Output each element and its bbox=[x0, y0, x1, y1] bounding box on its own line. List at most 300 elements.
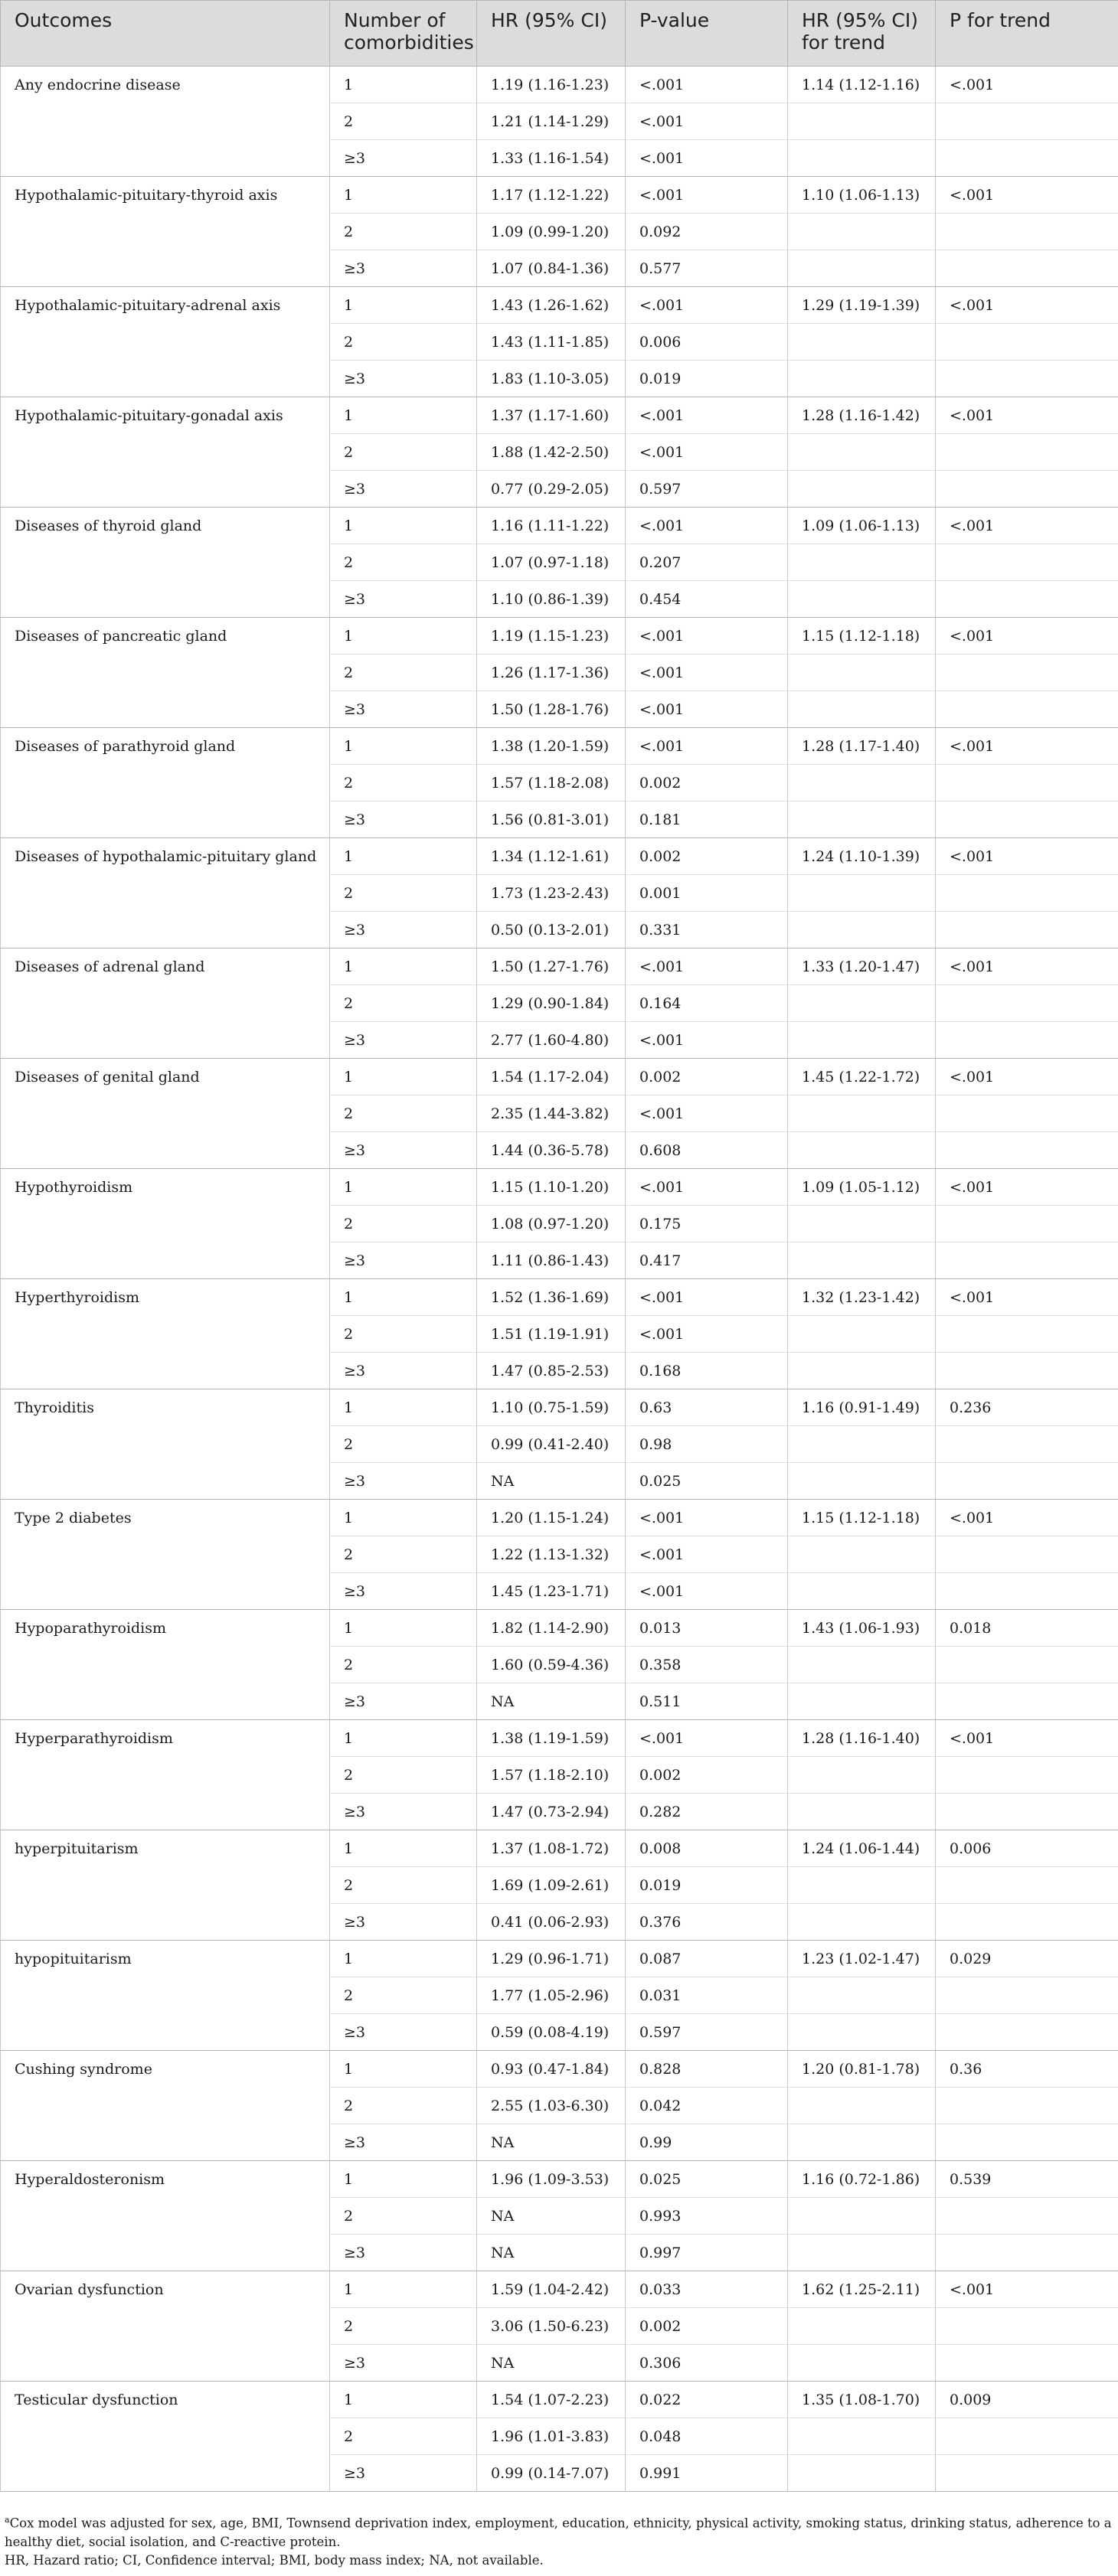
p-value-cell: 0.63 bbox=[626, 1389, 788, 1426]
comorbidity-count-cell: 1 bbox=[330, 2051, 477, 2088]
hr-trend-cell bbox=[788, 655, 936, 691]
p-trend-cell: <.001 bbox=[936, 1500, 1118, 1536]
p-value-cell: <.001 bbox=[626, 67, 788, 103]
comorbidity-count-cell: 2 bbox=[330, 1316, 477, 1353]
comorbidity-count-cell: ≥3 bbox=[330, 1794, 477, 1830]
p-value-cell: 0.031 bbox=[626, 1977, 788, 2014]
hr-ci-cell: 0.99 (0.14-7.07) bbox=[477, 2455, 626, 2492]
hr-ci-cell: 1.88 (1.42-2.50) bbox=[477, 434, 626, 471]
outcome-cell: Diseases of parathyroid gland bbox=[1, 728, 330, 838]
outcome-cell: Hyperparathyroidism bbox=[1, 1720, 330, 1830]
p-value-cell: <.001 bbox=[626, 103, 788, 140]
hr-ci-cell: 1.10 (0.86-1.39) bbox=[477, 581, 626, 618]
p-trend-cell: 0.539 bbox=[936, 2161, 1118, 2198]
table-row bbox=[1, 1279, 1118, 1316]
hr-trend-cell bbox=[788, 1022, 936, 1059]
comorbidity-count-cell: ≥3 bbox=[330, 140, 477, 177]
hr-trend-cell: 1.29 (1.19-1.39) bbox=[788, 287, 936, 324]
hr-ci-cell: 1.09 (0.99-1.20) bbox=[477, 214, 626, 250]
hr-trend-cell: 1.45 (1.22-1.72) bbox=[788, 1059, 936, 1095]
p-trend-cell bbox=[936, 103, 1118, 140]
p-trend-cell bbox=[936, 1242, 1118, 1279]
hr-trend-cell bbox=[788, 691, 936, 728]
hr-trend-cell: 1.16 (0.91-1.49) bbox=[788, 1389, 936, 1426]
hr-ci-cell: 1.56 (0.81-3.01) bbox=[477, 802, 626, 838]
hr-ci-cell: 1.29 (0.90-1.84) bbox=[477, 985, 626, 1022]
outcome-cell: Hypothalamic-pituitary-thyroid axis bbox=[1, 177, 330, 287]
comorbidity-count-cell: 2 bbox=[330, 765, 477, 802]
hr-ci-cell: 1.54 (1.07-2.23) bbox=[477, 2382, 626, 2418]
hr-trend-cell bbox=[788, 1132, 936, 1169]
hr-trend-cell bbox=[788, 1463, 936, 1500]
table-row bbox=[1, 1059, 1118, 1095]
comorbidity-count-cell: 2 bbox=[330, 1426, 477, 1463]
hr-ci-cell: 1.51 (1.19-1.91) bbox=[477, 1316, 626, 1353]
p-trend-cell bbox=[936, 250, 1118, 287]
hr-trend-cell bbox=[788, 361, 936, 397]
comorbidity-count-cell: ≥3 bbox=[330, 2455, 477, 2492]
hr-trend-cell: 1.16 (0.72-1.86) bbox=[788, 2161, 936, 2198]
hr-trend-cell bbox=[788, 581, 936, 618]
hr-trend-cell bbox=[788, 544, 936, 581]
hr-trend-cell bbox=[788, 1794, 936, 1830]
comorbidity-count-cell: 2 bbox=[330, 2418, 477, 2455]
hr-ci-cell: 1.15 (1.10-1.20) bbox=[477, 1169, 626, 1206]
p-value-cell: 0.358 bbox=[626, 1647, 788, 1683]
p-value-cell: 0.168 bbox=[626, 1353, 788, 1389]
table-row bbox=[1, 2051, 1118, 2088]
hr-trend-cell bbox=[788, 1095, 936, 1132]
hr-ci-cell: 1.26 (1.17-1.36) bbox=[477, 655, 626, 691]
p-value-cell: 0.597 bbox=[626, 2014, 788, 2051]
p-trend-cell bbox=[936, 1316, 1118, 1353]
p-trend-cell bbox=[936, 1867, 1118, 1904]
p-value-cell: <.001 bbox=[626, 1316, 788, 1353]
p-trend-cell bbox=[936, 140, 1118, 177]
comorbidity-count-cell: ≥3 bbox=[330, 2014, 477, 2051]
p-trend-cell bbox=[936, 1353, 1118, 1389]
comorbidity-count-cell: 1 bbox=[330, 618, 477, 655]
p-trend-cell: <.001 bbox=[936, 397, 1118, 434]
table-header bbox=[1, 1, 1118, 67]
hr-ci-cell: NA bbox=[477, 2124, 626, 2161]
table-row bbox=[1, 2161, 1118, 2198]
comorbidity-count-cell: 1 bbox=[330, 2161, 477, 2198]
table-row bbox=[1, 1941, 1118, 1977]
comorbidity-count-cell: 1 bbox=[330, 508, 477, 544]
comorbidity-count-cell: 2 bbox=[330, 1867, 477, 1904]
comorbidity-count-cell: 1 bbox=[330, 1059, 477, 1095]
comorbidity-count-cell: ≥3 bbox=[330, 1132, 477, 1169]
comorbidity-count-cell: 1 bbox=[330, 1941, 477, 1977]
header-outcomes: Outcomes bbox=[1, 1, 330, 67]
hr-ci-cell: 1.20 (1.15-1.24) bbox=[477, 1500, 626, 1536]
hr-ci-cell: 1.83 (1.10-3.05) bbox=[477, 361, 626, 397]
hr-trend-cell: 1.32 (1.23-1.42) bbox=[788, 1279, 936, 1316]
p-value-cell: 0.033 bbox=[626, 2271, 788, 2308]
table-row bbox=[1, 2271, 1118, 2308]
p-trend-cell bbox=[936, 1426, 1118, 1463]
p-value-cell: 0.087 bbox=[626, 1941, 788, 1977]
p-trend-cell bbox=[936, 1206, 1118, 1242]
p-value-cell: <.001 bbox=[626, 508, 788, 544]
hr-trend-cell: 1.15 (1.12-1.18) bbox=[788, 618, 936, 655]
hr-ci-cell: 1.54 (1.17-2.04) bbox=[477, 1059, 626, 1095]
p-value-cell: 0.042 bbox=[626, 2088, 788, 2124]
hr-ci-cell: 1.45 (1.23-1.71) bbox=[477, 1573, 626, 1610]
comorbidity-count-cell: 1 bbox=[330, 2271, 477, 2308]
comorbidity-count-cell: ≥3 bbox=[330, 1022, 477, 1059]
hr-trend-cell bbox=[788, 1977, 936, 2014]
hr-ci-cell: 1.57 (1.18-2.08) bbox=[477, 765, 626, 802]
p-trend-cell bbox=[936, 2124, 1118, 2161]
outcome-cell: Diseases of thyroid gland bbox=[1, 508, 330, 618]
hr-ci-cell: NA bbox=[477, 1683, 626, 1720]
hr-ci-cell: 1.77 (1.05-2.96) bbox=[477, 1977, 626, 2014]
hr-ci-cell: 0.59 (0.08-4.19) bbox=[477, 2014, 626, 2051]
hr-ci-cell: 1.29 (0.96-1.71) bbox=[477, 1941, 626, 1977]
outcome-cell: Hyperaldosteronism bbox=[1, 2161, 330, 2271]
comorbidity-count-cell: 2 bbox=[330, 544, 477, 581]
hr-ci-cell: 1.22 (1.13-1.32) bbox=[477, 1536, 626, 1573]
hr-ci-cell: 1.96 (1.09-3.53) bbox=[477, 2161, 626, 2198]
hr-trend-cell bbox=[788, 1426, 936, 1463]
p-value-cell: 0.006 bbox=[626, 324, 788, 361]
p-trend-cell: <.001 bbox=[936, 1279, 1118, 1316]
hr-trend-cell bbox=[788, 1536, 936, 1573]
outcome-cell: Any endocrine disease bbox=[1, 67, 330, 177]
hr-trend-cell bbox=[788, 1647, 936, 1683]
table-row bbox=[1, 1830, 1118, 1867]
table-row bbox=[1, 1389, 1118, 1426]
comorbidity-count-cell: 2 bbox=[330, 985, 477, 1022]
p-value-cell: <.001 bbox=[626, 434, 788, 471]
hr-trend-cell: 1.10 (1.06-1.13) bbox=[788, 177, 936, 214]
comorbidity-count-cell: 1 bbox=[330, 67, 477, 103]
hr-ci-cell: 1.96 (1.01-3.83) bbox=[477, 2418, 626, 2455]
footnote-adjustment bbox=[5, 2511, 1113, 2552]
hr-ci-cell: 1.21 (1.14-1.29) bbox=[477, 103, 626, 140]
p-trend-cell bbox=[936, 802, 1118, 838]
p-value-cell: 0.991 bbox=[626, 2455, 788, 2492]
p-trend-cell bbox=[936, 2455, 1118, 2492]
p-value-cell: <.001 bbox=[626, 1279, 788, 1316]
comorbidity-count-cell: 1 bbox=[330, 2382, 477, 2418]
hr-ci-cell: 0.50 (0.13-2.01) bbox=[477, 912, 626, 948]
comorbidity-count-cell: ≥3 bbox=[330, 2235, 477, 2271]
p-value-cell: 0.002 bbox=[626, 765, 788, 802]
outcome-cell: Hyperthyroidism bbox=[1, 1279, 330, 1389]
hr-ci-cell: 0.41 (0.06-2.93) bbox=[477, 1904, 626, 1941]
hr-ci-cell: 1.16 (1.11-1.22) bbox=[477, 508, 626, 544]
p-value-cell: 0.025 bbox=[626, 1463, 788, 1500]
hr-ci-cell: 1.17 (1.12-1.22) bbox=[477, 177, 626, 214]
table-footnotes bbox=[5, 2511, 1113, 2570]
p-value-cell: 0.002 bbox=[626, 2308, 788, 2345]
outcome-cell: Hypothyroidism bbox=[1, 1169, 330, 1279]
outcome-cell: hypopituitarism bbox=[1, 1941, 330, 2051]
hr-trend-cell bbox=[788, 2124, 936, 2161]
comorbidity-count-cell: 2 bbox=[330, 434, 477, 471]
p-value-cell: 0.022 bbox=[626, 2382, 788, 2418]
hr-trend-cell bbox=[788, 2235, 936, 2271]
hr-trend-cell: 1.24 (1.10-1.39) bbox=[788, 838, 936, 875]
p-trend-cell bbox=[936, 581, 1118, 618]
p-value-cell: <.001 bbox=[626, 728, 788, 765]
hr-ci-cell: 1.11 (0.86-1.43) bbox=[477, 1242, 626, 1279]
p-value-cell: 0.002 bbox=[626, 1059, 788, 1095]
p-value-cell: <.001 bbox=[626, 1536, 788, 1573]
p-value-cell: 0.98 bbox=[626, 1426, 788, 1463]
p-trend-cell bbox=[936, 324, 1118, 361]
outcome-cell: Hypoparathyroidism bbox=[1, 1610, 330, 1720]
p-value-cell: <.001 bbox=[626, 287, 788, 324]
p-trend-cell bbox=[936, 1536, 1118, 1573]
p-value-cell: <.001 bbox=[626, 1573, 788, 1610]
p-value-cell: <.001 bbox=[626, 177, 788, 214]
comorbidity-count-cell: 2 bbox=[330, 103, 477, 140]
comorbidity-count-cell: ≥3 bbox=[330, 1904, 477, 1941]
comorbidity-count-cell: 2 bbox=[330, 1647, 477, 1683]
p-value-cell: 0.048 bbox=[626, 2418, 788, 2455]
hr-trend-cell bbox=[788, 985, 936, 1022]
comorbidity-count-cell: ≥3 bbox=[330, 250, 477, 287]
comorbidity-count-cell: ≥3 bbox=[330, 912, 477, 948]
comorbidity-count-cell: ≥3 bbox=[330, 1353, 477, 1389]
p-trend-cell: <.001 bbox=[936, 1169, 1118, 1206]
p-value-cell: 0.002 bbox=[626, 1757, 788, 1794]
p-value-cell: 0.019 bbox=[626, 1867, 788, 1904]
p-trend-cell: <.001 bbox=[936, 618, 1118, 655]
hr-trend-cell bbox=[788, 214, 936, 250]
header-p-for-trend: P for trend bbox=[936, 1, 1118, 67]
p-trend-cell: <.001 bbox=[936, 728, 1118, 765]
outcome-cell: Diseases of genital gland bbox=[1, 1059, 330, 1169]
hr-trend-cell bbox=[788, 1206, 936, 1242]
hr-ci-cell: 1.19 (1.15-1.23) bbox=[477, 618, 626, 655]
p-trend-cell: <.001 bbox=[936, 287, 1118, 324]
p-trend-cell: <.001 bbox=[936, 1720, 1118, 1757]
p-value-cell: 0.008 bbox=[626, 1830, 788, 1867]
comorbidity-count-cell: ≥3 bbox=[330, 2345, 477, 2382]
outcome-cell: Ovarian dysfunction bbox=[1, 2271, 330, 2382]
hr-trend-cell bbox=[788, 324, 936, 361]
p-trend-cell bbox=[936, 1977, 1118, 2014]
hr-ci-cell: 0.93 (0.47-1.84) bbox=[477, 2051, 626, 2088]
p-value-cell: <.001 bbox=[626, 1095, 788, 1132]
comorbidity-count-cell: 1 bbox=[330, 1500, 477, 1536]
table-row bbox=[1, 948, 1118, 985]
hr-trend-cell: 1.28 (1.16-1.42) bbox=[788, 397, 936, 434]
hr-ci-cell: 1.50 (1.28-1.76) bbox=[477, 691, 626, 728]
outcome-cell: Type 2 diabetes bbox=[1, 1500, 330, 1610]
hr-ci-cell: 1.07 (0.84-1.36) bbox=[477, 250, 626, 287]
comorbidity-count-cell: ≥3 bbox=[330, 802, 477, 838]
hr-trend-cell bbox=[788, 875, 936, 912]
hr-trend-cell bbox=[788, 2014, 936, 2051]
p-trend-cell bbox=[936, 2308, 1118, 2345]
hr-trend-cell bbox=[788, 2198, 936, 2235]
header-hr-ci-trend: HR (95% CI) for trend bbox=[788, 1, 936, 67]
table-row bbox=[1, 2382, 1118, 2418]
hr-trend-cell: 1.28 (1.16-1.40) bbox=[788, 1720, 936, 1757]
hr-ci-cell: 1.50 (1.27-1.76) bbox=[477, 948, 626, 985]
p-value-cell: <.001 bbox=[626, 140, 788, 177]
hr-ci-cell: 1.10 (0.75-1.59) bbox=[477, 1389, 626, 1426]
outcome-cell: Thyroiditis bbox=[1, 1389, 330, 1500]
hr-ci-cell: 1.07 (0.97-1.18) bbox=[477, 544, 626, 581]
p-value-cell: <.001 bbox=[626, 1720, 788, 1757]
p-value-cell: <.001 bbox=[626, 397, 788, 434]
hr-ci-cell: 1.73 (1.23-2.43) bbox=[477, 875, 626, 912]
comorbidity-count-cell: 2 bbox=[330, 2308, 477, 2345]
comorbidity-count-cell: 2 bbox=[330, 655, 477, 691]
p-value-cell: 0.597 bbox=[626, 471, 788, 508]
p-trend-cell bbox=[936, 1683, 1118, 1720]
p-value-cell: 0.092 bbox=[626, 214, 788, 250]
p-trend-cell bbox=[936, 2088, 1118, 2124]
p-trend-cell bbox=[936, 1573, 1118, 1610]
p-value-cell: 0.376 bbox=[626, 1904, 788, 1941]
hr-ci-cell: 1.43 (1.11-1.85) bbox=[477, 324, 626, 361]
footnote-abbreviations: HR, Hazard ratio; CI, Confidence interval; BMI, body mass index; NA, not available. bbox=[5, 2552, 544, 2568]
p-trend-cell: 0.36 bbox=[936, 2051, 1118, 2088]
comorbidity-count-cell: ≥3 bbox=[330, 1573, 477, 1610]
hr-trend-cell: 1.09 (1.06-1.13) bbox=[788, 508, 936, 544]
outcome-cell: Diseases of adrenal gland bbox=[1, 948, 330, 1059]
p-value-cell: 0.828 bbox=[626, 2051, 788, 2088]
p-value-cell: 0.608 bbox=[626, 1132, 788, 1169]
hr-trend-cell bbox=[788, 1353, 936, 1389]
p-value-cell: <.001 bbox=[626, 1022, 788, 1059]
comorbidity-count-cell: 1 bbox=[330, 177, 477, 214]
table-row bbox=[1, 397, 1118, 434]
header-hr-ci: HR (95% CI) bbox=[477, 1, 626, 67]
p-value-cell: 0.001 bbox=[626, 875, 788, 912]
hr-trend-cell: 1.62 (1.25-2.11) bbox=[788, 2271, 936, 2308]
p-trend-cell bbox=[936, 1904, 1118, 1941]
p-trend-cell bbox=[936, 912, 1118, 948]
p-value-cell: 0.282 bbox=[626, 1794, 788, 1830]
hr-trend-cell bbox=[788, 2345, 936, 2382]
p-value-cell: 0.331 bbox=[626, 912, 788, 948]
p-trend-cell bbox=[936, 765, 1118, 802]
outcome-cell: Diseases of pancreatic gland bbox=[1, 618, 330, 728]
outcome-cell: hyperpituitarism bbox=[1, 1830, 330, 1941]
hr-trend-cell bbox=[788, 2418, 936, 2455]
p-value-cell: <.001 bbox=[626, 618, 788, 655]
hr-trend-cell bbox=[788, 1573, 936, 1610]
p-value-cell: 0.025 bbox=[626, 2161, 788, 2198]
p-trend-cell bbox=[936, 434, 1118, 471]
outcome-cell: Diseases of hypothalamic-pituitary gland bbox=[1, 838, 330, 948]
comorbidity-count-cell: 2 bbox=[330, 1206, 477, 1242]
p-value-cell: <.001 bbox=[626, 1169, 788, 1206]
table-row bbox=[1, 287, 1118, 324]
p-trend-cell bbox=[936, 214, 1118, 250]
hr-trend-cell bbox=[788, 2308, 936, 2345]
table-row bbox=[1, 177, 1118, 214]
hr-trend-cell bbox=[788, 103, 936, 140]
hr-ci-cell: NA bbox=[477, 2345, 626, 2382]
p-trend-cell bbox=[936, 544, 1118, 581]
p-value-cell: 0.175 bbox=[626, 1206, 788, 1242]
comorbidity-count-cell: 2 bbox=[330, 1757, 477, 1794]
hr-trend-cell bbox=[788, 1904, 936, 1941]
hr-ci-cell: 1.47 (0.73-2.94) bbox=[477, 1794, 626, 1830]
comorbidity-count-cell: 1 bbox=[330, 728, 477, 765]
p-value-cell: 0.013 bbox=[626, 1610, 788, 1647]
hr-ci-cell: 1.44 (0.36-5.78) bbox=[477, 1132, 626, 1169]
p-value-cell: 0.993 bbox=[626, 2198, 788, 2235]
footnote-marker: a bbox=[5, 2515, 10, 2525]
hr-trend-cell bbox=[788, 250, 936, 287]
header-row bbox=[1, 1, 1118, 67]
comorbidity-count-cell: ≥3 bbox=[330, 471, 477, 508]
comorbidity-count-cell: 2 bbox=[330, 1095, 477, 1132]
hr-ci-cell: 1.82 (1.14-2.90) bbox=[477, 1610, 626, 1647]
p-trend-cell: 0.018 bbox=[936, 1610, 1118, 1647]
footnote-adjustment-text: Cox model was adjusted for sex, age, BMI, Townsend deprivation index, employment, education, ethnicity, physical activity, smoking status, drinking status, adherence to a healthy diet, social isolation, and C-reactive protein. bbox=[5, 2516, 1112, 2549]
hr-trend-cell: 1.23 (1.02-1.47) bbox=[788, 1941, 936, 1977]
p-value-cell: 0.181 bbox=[626, 802, 788, 838]
comorbidity-count-cell: 1 bbox=[330, 1830, 477, 1867]
hr-ci-cell: 0.77 (0.29-2.05) bbox=[477, 471, 626, 508]
p-trend-cell: 0.006 bbox=[936, 1830, 1118, 1867]
p-trend-cell bbox=[936, 2198, 1118, 2235]
hr-ci-cell: 3.06 (1.50-6.23) bbox=[477, 2308, 626, 2345]
hr-trend-cell: 1.43 (1.06-1.93) bbox=[788, 1610, 936, 1647]
p-value-cell: 0.997 bbox=[626, 2235, 788, 2271]
hr-trend-cell bbox=[788, 2088, 936, 2124]
p-trend-cell bbox=[936, 2418, 1118, 2455]
outcome-cell: Hypothalamic-pituitary-gonadal axis bbox=[1, 397, 330, 508]
p-value-cell: 0.306 bbox=[626, 2345, 788, 2382]
p-trend-cell bbox=[936, 1757, 1118, 1794]
p-value-cell: 0.002 bbox=[626, 838, 788, 875]
p-trend-cell: <.001 bbox=[936, 67, 1118, 103]
hr-trend-cell bbox=[788, 471, 936, 508]
comorbidity-count-cell: 1 bbox=[330, 1389, 477, 1426]
p-trend-cell: <.001 bbox=[936, 508, 1118, 544]
hr-trend-cell bbox=[788, 1242, 936, 1279]
comorbidity-count-cell: ≥3 bbox=[330, 361, 477, 397]
hr-ci-cell: 2.35 (1.44-3.82) bbox=[477, 1095, 626, 1132]
comorbidity-count-cell: 2 bbox=[330, 214, 477, 250]
hr-trend-cell: 1.09 (1.05-1.12) bbox=[788, 1169, 936, 1206]
table-row bbox=[1, 618, 1118, 655]
p-trend-cell bbox=[936, 1794, 1118, 1830]
p-trend-cell bbox=[936, 2345, 1118, 2382]
outcome-cell: Hypothalamic-pituitary-adrenal axis bbox=[1, 287, 330, 397]
table-row bbox=[1, 838, 1118, 875]
comorbidity-count-cell: ≥3 bbox=[330, 691, 477, 728]
p-value-cell: <.001 bbox=[626, 691, 788, 728]
table-row bbox=[1, 508, 1118, 544]
comorbidity-count-cell: 1 bbox=[330, 838, 477, 875]
hr-trend-cell: 1.14 (1.12-1.16) bbox=[788, 67, 936, 103]
comorbidity-count-cell: 1 bbox=[330, 287, 477, 324]
hr-trend-cell bbox=[788, 1683, 936, 1720]
comorbidity-count-cell: 1 bbox=[330, 1720, 477, 1757]
p-value-cell: 0.577 bbox=[626, 250, 788, 287]
table-body bbox=[1, 67, 1118, 2492]
comorbidity-count-cell: 1 bbox=[330, 948, 477, 985]
table-row bbox=[1, 1169, 1118, 1206]
p-trend-cell bbox=[936, 1095, 1118, 1132]
p-trend-cell bbox=[936, 1463, 1118, 1500]
comorbidity-count-cell: ≥3 bbox=[330, 1463, 477, 1500]
